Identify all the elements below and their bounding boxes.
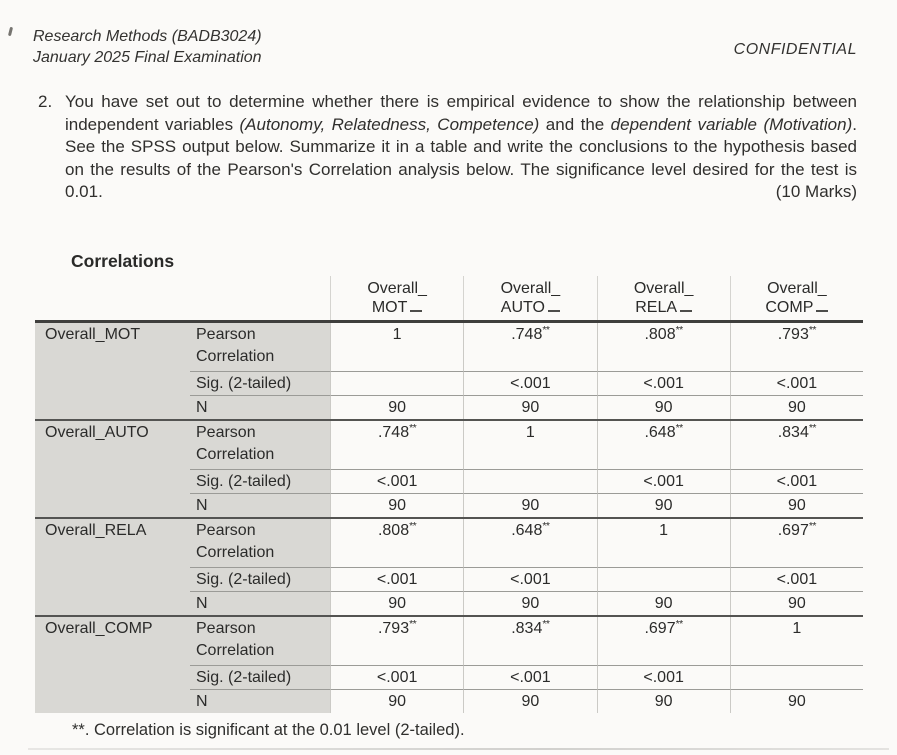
value-cell: 90 (730, 591, 863, 615)
significance-stars: ** (675, 422, 683, 434)
header-underline (548, 309, 560, 312)
column-header-line1: Overall_ (367, 280, 427, 297)
value-cell (330, 519, 463, 567)
value-cell: 90 (330, 493, 463, 517)
value-cell: <.001 (597, 371, 730, 395)
row-label: Overall_RELA (35, 519, 190, 615)
value-cell: 90 (597, 591, 730, 615)
value-cell (597, 519, 730, 567)
value-cell: <.001 (330, 567, 463, 591)
column-header-comp (730, 276, 863, 320)
value-cell: 90 (597, 493, 730, 517)
value-cell: 90 (463, 395, 596, 419)
column-header-line2: MOT (371, 299, 408, 316)
document-header (33, 26, 857, 68)
table-footnote: **. Correlation is significant at the 0.01 level (2-tailed). (72, 721, 465, 739)
value-cell (463, 617, 596, 665)
value-text: .648 (511, 522, 543, 539)
stat-label-sig: Sig. (2-tailed) (190, 469, 330, 493)
value-text: .793 (377, 620, 410, 637)
value-cell: <.001 (597, 469, 730, 493)
value-cell: 90 (730, 493, 863, 517)
column-header-line1: Overall_ (767, 280, 827, 297)
column-header-line2: COMP (765, 299, 814, 316)
row-label: Overall_MOT (35, 323, 190, 419)
value-cell (730, 421, 863, 469)
column-header-mot (330, 276, 463, 320)
value-cell: 90 (730, 395, 863, 419)
stat-label-pearson: Pearson Correlation (190, 519, 330, 567)
question-segment-italic: dependent variable (Motivation) (610, 114, 853, 134)
significance-stars: ** (675, 618, 683, 630)
value-cell: <.001 (730, 567, 863, 591)
value-cell: <.001 (730, 371, 863, 395)
value-cell: <.001 (730, 469, 863, 493)
value-cell: 90 (597, 395, 730, 419)
row-group-comp (35, 615, 863, 713)
stat-label-sig: Sig. (2-tailed) (190, 567, 330, 591)
significance-stars: ** (808, 422, 817, 434)
header-underline (680, 309, 692, 312)
column-header-auto (463, 276, 596, 320)
value-cell (463, 323, 596, 371)
question-block (38, 91, 857, 204)
value-cell: <.001 (463, 665, 596, 689)
value-cell: 90 (463, 493, 596, 517)
row-label: Overall_AUTO (35, 421, 190, 517)
value-cell (730, 519, 863, 567)
row-group-mot (35, 323, 863, 419)
value-text: .793 (777, 326, 809, 343)
value-text: 1 (659, 522, 669, 539)
value-text: .808 (644, 326, 676, 343)
value-cell: <.001 (597, 665, 730, 689)
spss-output (35, 251, 863, 740)
significance-stars: ** (808, 324, 817, 336)
value-cell: <.001 (463, 567, 596, 591)
value-cell: 90 (463, 689, 596, 713)
value-cell (730, 323, 863, 371)
confidential-label: CONFIDENTIAL (733, 41, 857, 58)
value-cell: <.001 (330, 665, 463, 689)
value-cell (730, 665, 863, 689)
stat-label-pearson: Pearson Correlation (190, 323, 330, 371)
value-text: .834 (511, 620, 543, 637)
value-text: .834 (777, 424, 809, 441)
column-header-row (35, 276, 863, 323)
significance-stars: ** (808, 520, 817, 532)
value-cell: 90 (597, 689, 730, 713)
value-cell: 90 (330, 395, 463, 419)
value-cell (463, 421, 596, 469)
value-cell (463, 519, 596, 567)
question-segment: You have set out to determine whether there is empirical evidence to show the relationship between independent variables (65, 92, 857, 134)
significance-stars: ** (542, 618, 550, 630)
scan-artifact-mark (8, 27, 13, 36)
value-cell: 90 (463, 591, 596, 615)
question-number: 2. (38, 92, 53, 111)
value-cell (330, 323, 463, 371)
stat-label-n: N (190, 395, 330, 419)
row-label: Overall_COMP (35, 617, 190, 713)
value-text: .808 (377, 522, 410, 539)
stat-label-sig: Sig. (2-tailed) (190, 665, 330, 689)
value-cell (597, 323, 730, 371)
value-cell (597, 567, 730, 591)
question-segment-italic: (Autonomy, Relatedness, Competence) (239, 114, 540, 134)
value-cell (330, 421, 463, 469)
stat-label-pearson: Pearson Correlation (190, 617, 330, 665)
column-header-rela (597, 276, 730, 320)
significance-stars: ** (675, 324, 683, 336)
value-cell: 90 (730, 689, 863, 713)
question-text (65, 91, 857, 204)
stat-label-pearson: Pearson Correlation (190, 421, 330, 469)
marks-label: (10 Marks) (768, 181, 857, 204)
header-underline (816, 309, 828, 312)
stat-label-n: N (190, 493, 330, 517)
significance-stars: ** (542, 520, 550, 532)
header-left (33, 26, 262, 68)
row-group-rela (35, 517, 863, 615)
row-group-auto (35, 419, 863, 517)
column-header-line2: RELA (635, 299, 678, 316)
value-cell: 90 (330, 591, 463, 615)
value-cell (597, 421, 730, 469)
value-text: 1 (792, 620, 802, 637)
scan-artifact-line (28, 748, 889, 750)
stat-label-sig: Sig. (2-tailed) (190, 371, 330, 395)
header-spacer (190, 276, 330, 320)
stat-label-n: N (190, 689, 330, 713)
significance-stars: ** (409, 618, 417, 630)
value-text: .748 (511, 326, 543, 343)
value-text: 1 (392, 326, 402, 343)
value-cell: <.001 (463, 371, 596, 395)
value-cell (597, 617, 730, 665)
exam-session: January 2025 Final Examination (33, 49, 262, 66)
table-title: Correlations (71, 251, 175, 271)
value-cell (730, 617, 863, 665)
header-underline (410, 309, 422, 312)
header-spacer (35, 276, 190, 320)
value-text: 1 (525, 424, 535, 441)
significance-stars: ** (409, 520, 417, 532)
value-cell (463, 469, 596, 493)
question-segment: and the (539, 114, 611, 134)
value-cell: <.001 (330, 469, 463, 493)
value-text: .748 (377, 424, 410, 441)
value-text: .648 (644, 424, 676, 441)
value-cell (330, 617, 463, 665)
column-header-line1: Overall_ (633, 280, 694, 297)
column-header-line2: AUTO (500, 299, 545, 316)
significance-stars: ** (542, 324, 550, 336)
question-segment: . See the SPSS output below. Summarize it in a table and write the conclusions to the hypothesis based on the results of the Pearson's Correlation analysis below. The significance level desired for the test is 0.01. (65, 114, 857, 201)
value-text: .697 (777, 522, 809, 539)
value-cell: 90 (330, 689, 463, 713)
course-title: Research Methods (BADB3024) (33, 28, 262, 45)
value-text: .697 (644, 620, 676, 637)
stat-label-n: N (190, 591, 330, 615)
column-header-line1: Overall_ (500, 280, 561, 297)
significance-stars: ** (409, 422, 417, 434)
value-cell (330, 371, 463, 395)
